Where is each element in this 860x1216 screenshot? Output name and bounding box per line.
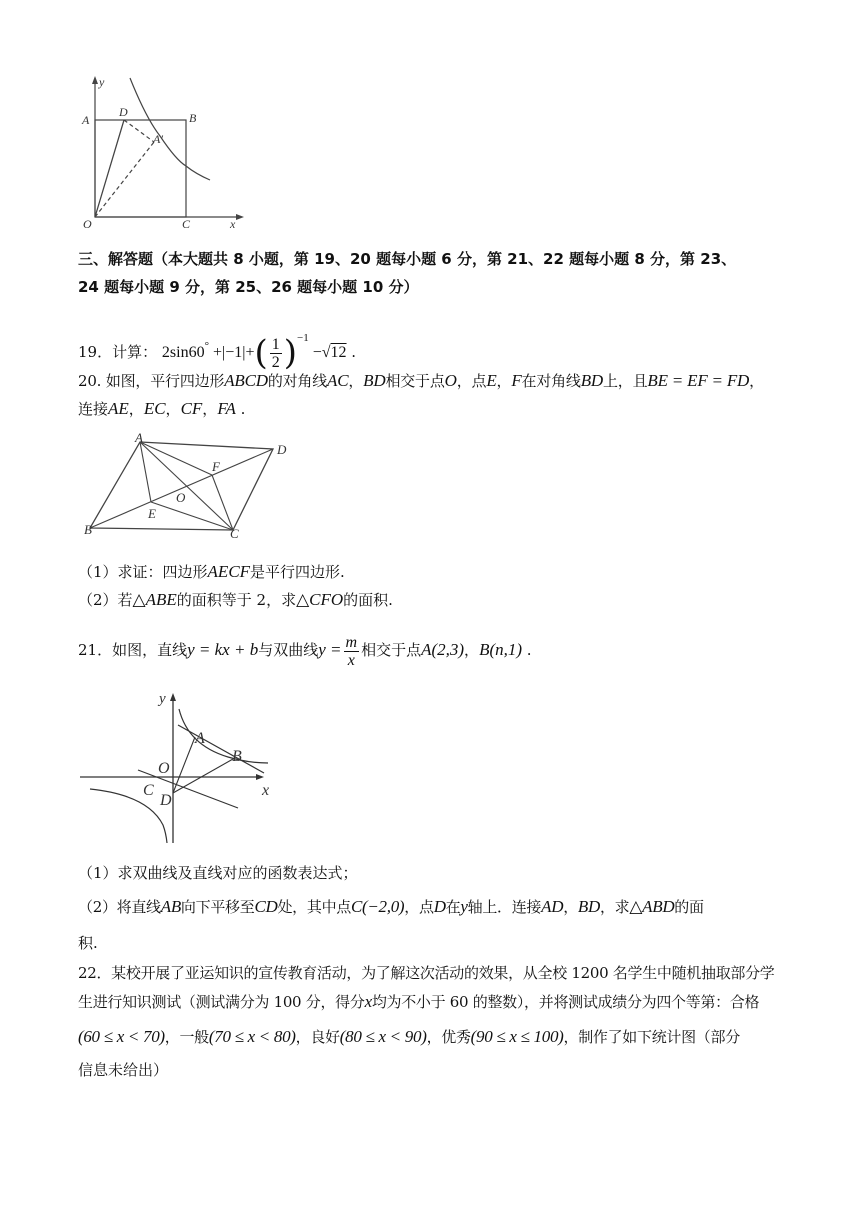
label-B: B <box>84 522 92 537</box>
q22-line2 <box>78 991 788 1013</box>
label-B: B <box>189 111 197 125</box>
label-x: x <box>230 217 236 231</box>
q21-text: 相交于点 <box>361 641 422 659</box>
q21-part2-text: ，点 <box>404 898 434 916</box>
q21-triangle-ABD: △ABD <box>629 897 675 916</box>
label-A: A <box>135 430 143 445</box>
q20-text: 上，且 <box>602 372 648 390</box>
q21-part1: （1）求双曲线及直线对应的函数表达式； <box>78 864 358 882</box>
q21-part2-text: ， <box>563 898 578 916</box>
q20-text: 的对角线 <box>267 372 328 390</box>
label-O: O <box>158 760 170 777</box>
q22-range-pass: (60 ≤ x < 70) <box>78 1027 165 1046</box>
label-A: A <box>195 730 205 747</box>
q20-text: ， <box>496 372 512 390</box>
label-A-prime: A′ <box>153 132 163 146</box>
q20-text: ，点 <box>456 372 487 390</box>
label-y: y <box>159 691 166 707</box>
q20-text: . <box>235 400 246 418</box>
q22-text: ，一般 <box>164 1028 209 1046</box>
q20-text: 相交于点 <box>385 372 445 390</box>
q19-end: . <box>346 343 357 361</box>
segment-OD <box>95 120 124 217</box>
segment-CF <box>212 475 233 530</box>
q21-point-A: A(2,3) <box>421 640 465 659</box>
q19-radicand: 12 <box>330 344 347 361</box>
q20-line2 <box>78 398 788 420</box>
segment-EC <box>151 502 233 530</box>
q20-O: O <box>444 371 457 390</box>
q20-part1-text: 是平行四边形. <box>250 563 345 581</box>
q21-text: . <box>522 641 532 659</box>
label-O: O <box>83 217 92 231</box>
q21-part2-text: ，求 <box>599 898 630 916</box>
q21-line1 <box>78 628 788 672</box>
segment-AD <box>173 737 195 793</box>
hyperbola-branch-first-quadrant <box>179 709 268 763</box>
q21-part2 <box>78 896 788 918</box>
q21-text: ， <box>464 641 480 659</box>
top-figure <box>78 72 250 234</box>
q21-fraction <box>344 634 360 669</box>
segment-FA <box>140 442 212 475</box>
q20-triangle-ABE: △ABE <box>132 590 177 609</box>
q20-F: F <box>511 371 522 390</box>
q22-line3 <box>78 1022 788 1052</box>
q20-figure <box>80 430 300 540</box>
label-D: D <box>277 442 287 457</box>
q21-part2-text: 处，其中点 <box>277 898 351 916</box>
q21-CD: CD <box>254 897 278 916</box>
q22-text: 生进行知识测试（测试满分为 100 分，得分 <box>78 993 365 1011</box>
hyperbola-branch-third-quadrant <box>90 789 167 843</box>
q19-term1: 2sin60 <box>161 344 205 361</box>
q21-part2-text: 在 <box>445 898 461 916</box>
q19-minus: − <box>308 344 322 361</box>
q21-AD: AD <box>541 897 564 916</box>
q21-number: 21． <box>78 641 113 659</box>
q20-text: 20. 如图，平行四边形 <box>78 372 225 390</box>
label-A: A <box>82 113 90 127</box>
q22-text: ，良好 <box>295 1028 340 1046</box>
segment-DA-prime <box>124 120 154 142</box>
hyperbola-curve <box>130 78 210 180</box>
q21-y: y <box>460 897 468 916</box>
question-19 <box>78 318 788 373</box>
y-axis-arrow <box>170 693 176 701</box>
parallelogram-ABCD <box>90 442 273 530</box>
q22-range-good: (80 ≤ x < 90) <box>339 1027 427 1046</box>
q20-AE: AE <box>108 399 129 418</box>
label-y: y <box>99 75 105 89</box>
q22-line1: 22．某校开展了亚运知识的宣传教育活动，为了解这次活动的效果，从全校 1200 名学生中随机抽取部分学 <box>78 964 775 982</box>
q20-BD: BD <box>580 371 603 390</box>
q20-text: 连接 <box>78 400 109 418</box>
q19-degree: ° <box>204 340 209 352</box>
q19-plus2: + <box>245 344 255 361</box>
q20-part2-text: 的面积. <box>343 591 393 609</box>
q20-sep: ， <box>128 400 144 418</box>
q20-part2 <box>78 589 788 611</box>
q20-sep: ， <box>165 400 181 418</box>
q20-triangle-CFO: △CFO <box>296 590 344 609</box>
q19-root-sign: √ <box>321 344 331 361</box>
q21-text: 如图，直线 <box>112 641 188 659</box>
q21-line-equation: y = kx + b <box>187 640 259 659</box>
q20-AC: AC <box>327 371 349 390</box>
section3-heading-line2: 24 题每小题 9 分，第 25、26 题每小题 10 分） <box>78 278 419 296</box>
x-axis-arrow <box>256 774 264 780</box>
q20-FA: FA <box>217 399 236 418</box>
q20-BD: BD <box>363 371 386 390</box>
q21-part2-text: 向下平移至 <box>180 898 255 916</box>
section3-heading-line1: 三、解答题（本大题共 8 小题，第 19、20 题每小题 6 分，第 21、22 题每小题 8 分，第 23、 <box>78 250 737 268</box>
x-axis-arrow <box>236 214 244 220</box>
label-x: x <box>262 782 270 799</box>
q22-text: ，制作了如下统计图（部分 <box>563 1028 740 1046</box>
q20-line1 <box>78 370 788 392</box>
q19-exponent: −1 <box>297 332 309 344</box>
q21-frac-den: x <box>347 651 355 669</box>
q21-part2-text: 的面 <box>674 898 704 916</box>
q20-equation: BE = EF = FD <box>647 371 750 390</box>
label-B: B <box>232 748 242 765</box>
segment-BD <box>173 759 233 793</box>
q20-text: ， <box>749 372 764 390</box>
q20-part1 <box>78 561 788 583</box>
label-C: C <box>230 526 239 540</box>
q19-paren-right: ) <box>283 333 297 373</box>
q20-EC: EC <box>143 399 166 418</box>
q20-E: E <box>486 371 497 390</box>
q20-part2-text: （2）若 <box>78 591 133 609</box>
q20-AECF: AECF <box>207 562 251 581</box>
q19-plus1: + <box>208 344 222 361</box>
label-C: C <box>143 782 154 799</box>
q21-point-B: B(n,1) <box>479 640 523 659</box>
q22-range-average: (70 ≤ x < 80) <box>208 1027 296 1046</box>
q19-paren-left: ( <box>254 333 268 373</box>
q19-prompt: 计算： <box>112 343 158 361</box>
q19-fraction <box>270 336 282 371</box>
segment-OA-prime <box>95 142 154 217</box>
q22-x: x <box>364 992 372 1011</box>
label-O: O <box>176 490 186 505</box>
q21-AB: AB <box>160 897 181 916</box>
q20-text: ， <box>348 372 364 390</box>
q21-figure <box>78 685 288 847</box>
q22-text: ，优秀 <box>426 1028 471 1046</box>
q21-part2-tail: 积. <box>78 934 98 952</box>
label-D: D <box>160 792 172 809</box>
q20-part2-text: 的面积等于 2，求 <box>176 591 297 609</box>
q20-sep: ， <box>202 400 218 418</box>
q22-range-excellent: (90 ≤ x ≤ 100) <box>470 1027 564 1046</box>
q20-ABCD: ABCD <box>224 371 268 390</box>
q21-hyperbola-lhs: y = <box>318 640 342 659</box>
q21-text: 与双曲线 <box>258 641 319 659</box>
q21-D: D <box>433 897 446 916</box>
label-F: F <box>212 459 220 474</box>
q19-frac-num: 1 <box>271 335 280 353</box>
q21-part2-text: （2）将直线 <box>78 898 161 916</box>
label-E: E <box>148 506 156 521</box>
q21-BD: BD <box>577 897 600 916</box>
q21-part2-text: 轴上．连接 <box>467 898 542 916</box>
q19-abs: |−1| <box>222 344 246 361</box>
q19-frac-den: 2 <box>271 353 280 371</box>
y-axis-arrow <box>92 76 98 84</box>
label-C: C <box>182 217 191 231</box>
q20-text: 在对角线 <box>521 372 581 390</box>
label-D: D <box>119 105 128 119</box>
q21-point-C: C(−2,0) <box>350 897 405 916</box>
rectangle-OABC <box>95 120 186 217</box>
q22-text: 均为不小于 60 的整数），并将测试成绩分为四个等第：合格 <box>371 993 760 1011</box>
q20-CF: CF <box>180 399 203 418</box>
q19-number: 19． <box>78 343 113 361</box>
q22-line4: 信息未给出） <box>78 1061 169 1079</box>
q20-part1-text: （1）求证：四边形 <box>78 563 208 581</box>
q21-frac-num: m <box>345 633 358 651</box>
